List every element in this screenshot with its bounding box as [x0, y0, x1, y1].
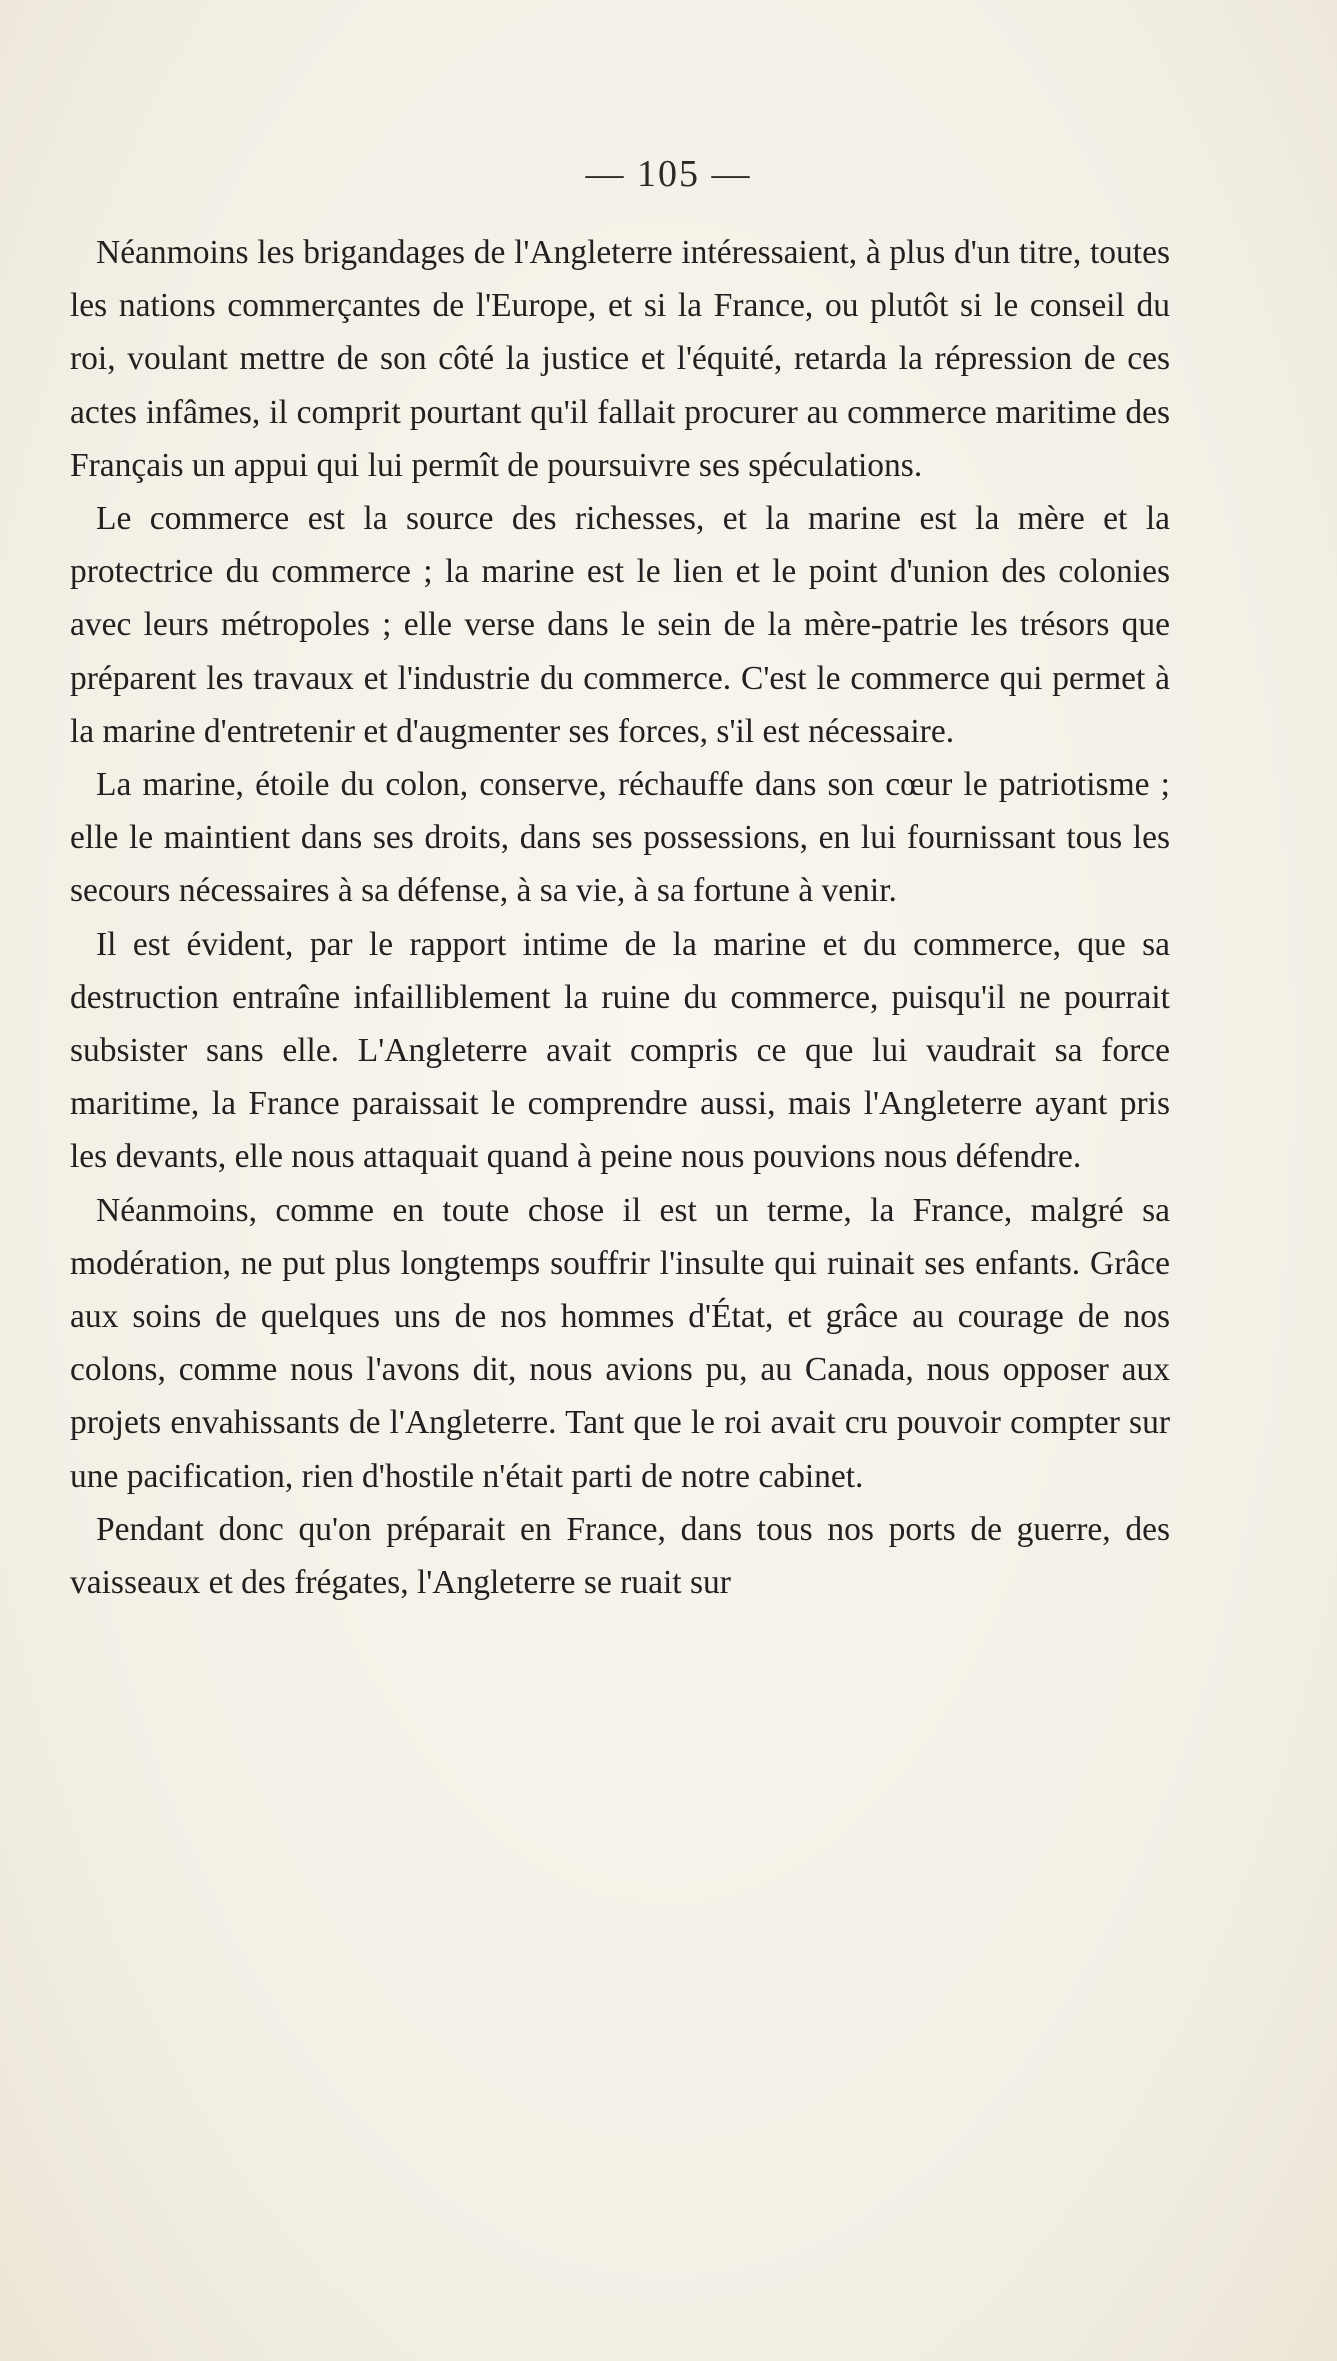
page-number-header: — 105 —	[585, 153, 752, 195]
paragraph: Il est évident, par le rapport intime de la marine et du commerce, que sa destruction entraîne infailliblement la ruine du commerce, puisqu'il ne pourrait subsister sans elle. L'Angleterre avait compris ce que lui vaudrait sa force maritime, la France paraissait le comprendre aussi, mais l'Angleterre ayant pris les devants, elle nous attaquait quand à peine nous pouvions nous défendre.	[70, 925, 1170, 1176]
paragraph: Le commerce est la source des richesses, et la marine est la mère et la protectrice du commerce ; la marine est le lien et le point d'union des colonies avec leurs métropoles ; elle verse dans le sein de la mère-patrie les trésors que préparent les travaux et l'industrie du commerce. C'est le commerce qui permet à la marine d'entretenir et d'augmenter ses forces, s'il est nécessaire.	[70, 500, 1170, 750]
paragraph: Néanmoins les brigandages de l'Angleterre intéressaient, à plus d'un titre, toutes les nations commerçantes de l'Europe, et si la France, ou plutôt si le conseil du roi, voulant mettre de son côté la justice et l'équité, retarda la répression de ces actes infâmes, il comprit pourtant qu'il fallait procurer au commerce maritime des Français un appui qui lui permît de poursuivre ses spéculations.	[70, 234, 1170, 484]
paragraph: La marine, étoile du colon, conserve, réchauffe dans son cœur le patriotisme ; elle le maintient dans ses droits, dans ses possessions, en lui fournissant tous les secours nécessaires à sa défense, à sa vie, à sa fortune à venir.	[70, 766, 1170, 910]
paragraph: Pendant donc qu'on préparait en France, dans tous nos ports de guerre, des vaisseaux et des frégates, l'Angleterre se ruait sur	[70, 1510, 1170, 1602]
paragraph: Néanmoins, comme en toute chose il est un terme, la France, malgré sa modération, ne put plus longtemps souffrir l'insulte qui ruinait ses enfants. Grâce aux soins de quelques uns de nos hommes d'État, et grâce au courage de nos colons, comme nous l'avons dit, nous avions pu, au Canada, nous opposer aux projets envahissants de l'Angleterre. Tant que le roi avait cru pouvoir compter sur une pacification, rien d'hostile n'était parti de notre cabinet.	[70, 1191, 1170, 1495]
body-text	[70, 226, 1170, 1609]
